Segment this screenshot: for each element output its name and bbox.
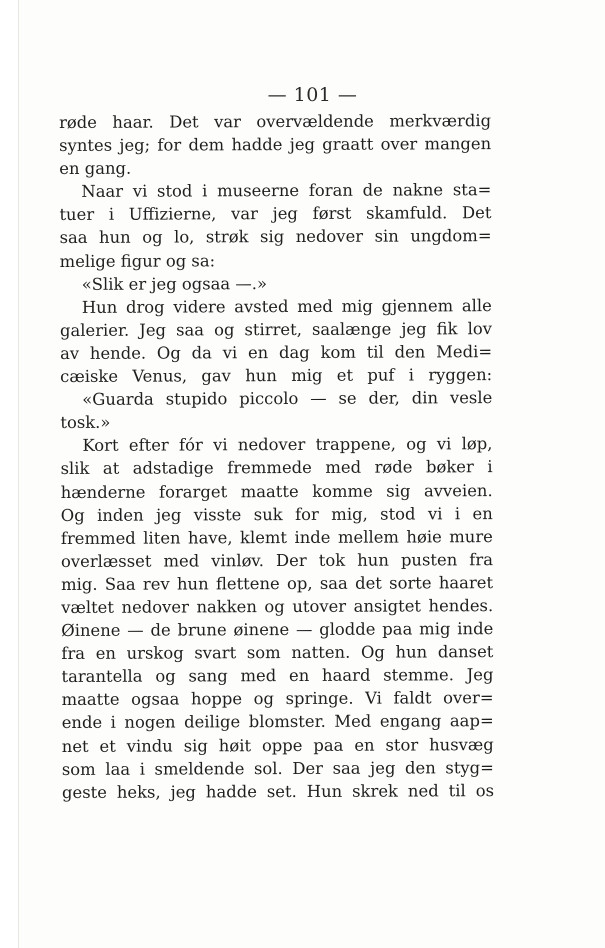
body-text — [59, 109, 494, 804]
text-line: hænderne forarget maatte komme sig avveien. — [60, 480, 493, 502]
text-line: saa hun og lo, strøk sig nedover sin ungdom= — [59, 226, 492, 248]
text-line: væltet nedover nakken og utover ansigtet hendes. — [61, 596, 494, 617]
text-line: «Guarda stupido piccolo — se der, din vesle — [82, 388, 493, 410]
text-line: Og inden jeg visste suk for mig, stod vi i en — [60, 503, 493, 525]
text-line: galerier. Jeg saa og stirret, saalænge jeg fik lov — [59, 318, 492, 340]
text-line: mig. Saa rev hun flettene op, saa det sorte haaret — [61, 572, 494, 594]
text-line: geste heks, jeg hadde set. Hun skrek ned til os — [61, 780, 495, 802]
text-line: som laa i smeldende sol. Der saa jeg den styg= — [61, 757, 494, 779]
text-line: «Slik er jeg ogsaa —.» — [81, 273, 268, 294]
book-page — [18, 0, 605, 948]
text-line: cæiske Venus, gav hun mig et puf i ryggen: — [60, 365, 493, 387]
text-line: tosk.» — [60, 412, 111, 433]
text-line: melige figur og sa: — [59, 250, 216, 271]
text-line: av hende. Og da vi en dag kom til den Medi= — [60, 342, 493, 363]
text-line: Øinene — de brune øinene — glodde paa mig inde — [61, 619, 494, 641]
text-line: en gang. — [59, 158, 132, 179]
text-line: syntes jeg; for dem hadde jeg graatt over mangen — [59, 134, 492, 156]
text-line: overlæsset med vinløv. Der tok hun pusten fra — [60, 549, 494, 571]
text-line: ende i nogen deilige blomster. Med engang aap= — [61, 711, 494, 733]
text-line: Kort efter fór vi nedover trappene, og vi løp, — [82, 434, 493, 456]
text-line: Naar vi stod i museerne foran de nakne sta= — [81, 180, 492, 202]
text-line: fra en urskog svart som natten. Og hun danset — [61, 642, 494, 664]
text-line: net et vindu sig høit oppe paa en stor husvæg — [61, 734, 494, 756]
text-line: tarantella og sang med en haard stemme. Jeg — [61, 665, 494, 687]
text-line: Hun drog videre avsted med mig gjennem alle — [81, 295, 492, 317]
text-line: maatte ogsaa hoppe og springe. Vi faldt over= — [61, 688, 494, 710]
text-line: tuer i Uffizierne, var jeg først skamfuld. Det — [59, 203, 492, 225]
text-line: fremmed liten have, klemt inde mellem høie mure — [60, 526, 493, 548]
page-number: — 101 — — [267, 84, 358, 106]
text-line: slik at adstadige fremmede med røde bøker i — [60, 457, 493, 479]
text-line: røde haar. Det var overvældende merkværdig — [59, 111, 492, 132]
